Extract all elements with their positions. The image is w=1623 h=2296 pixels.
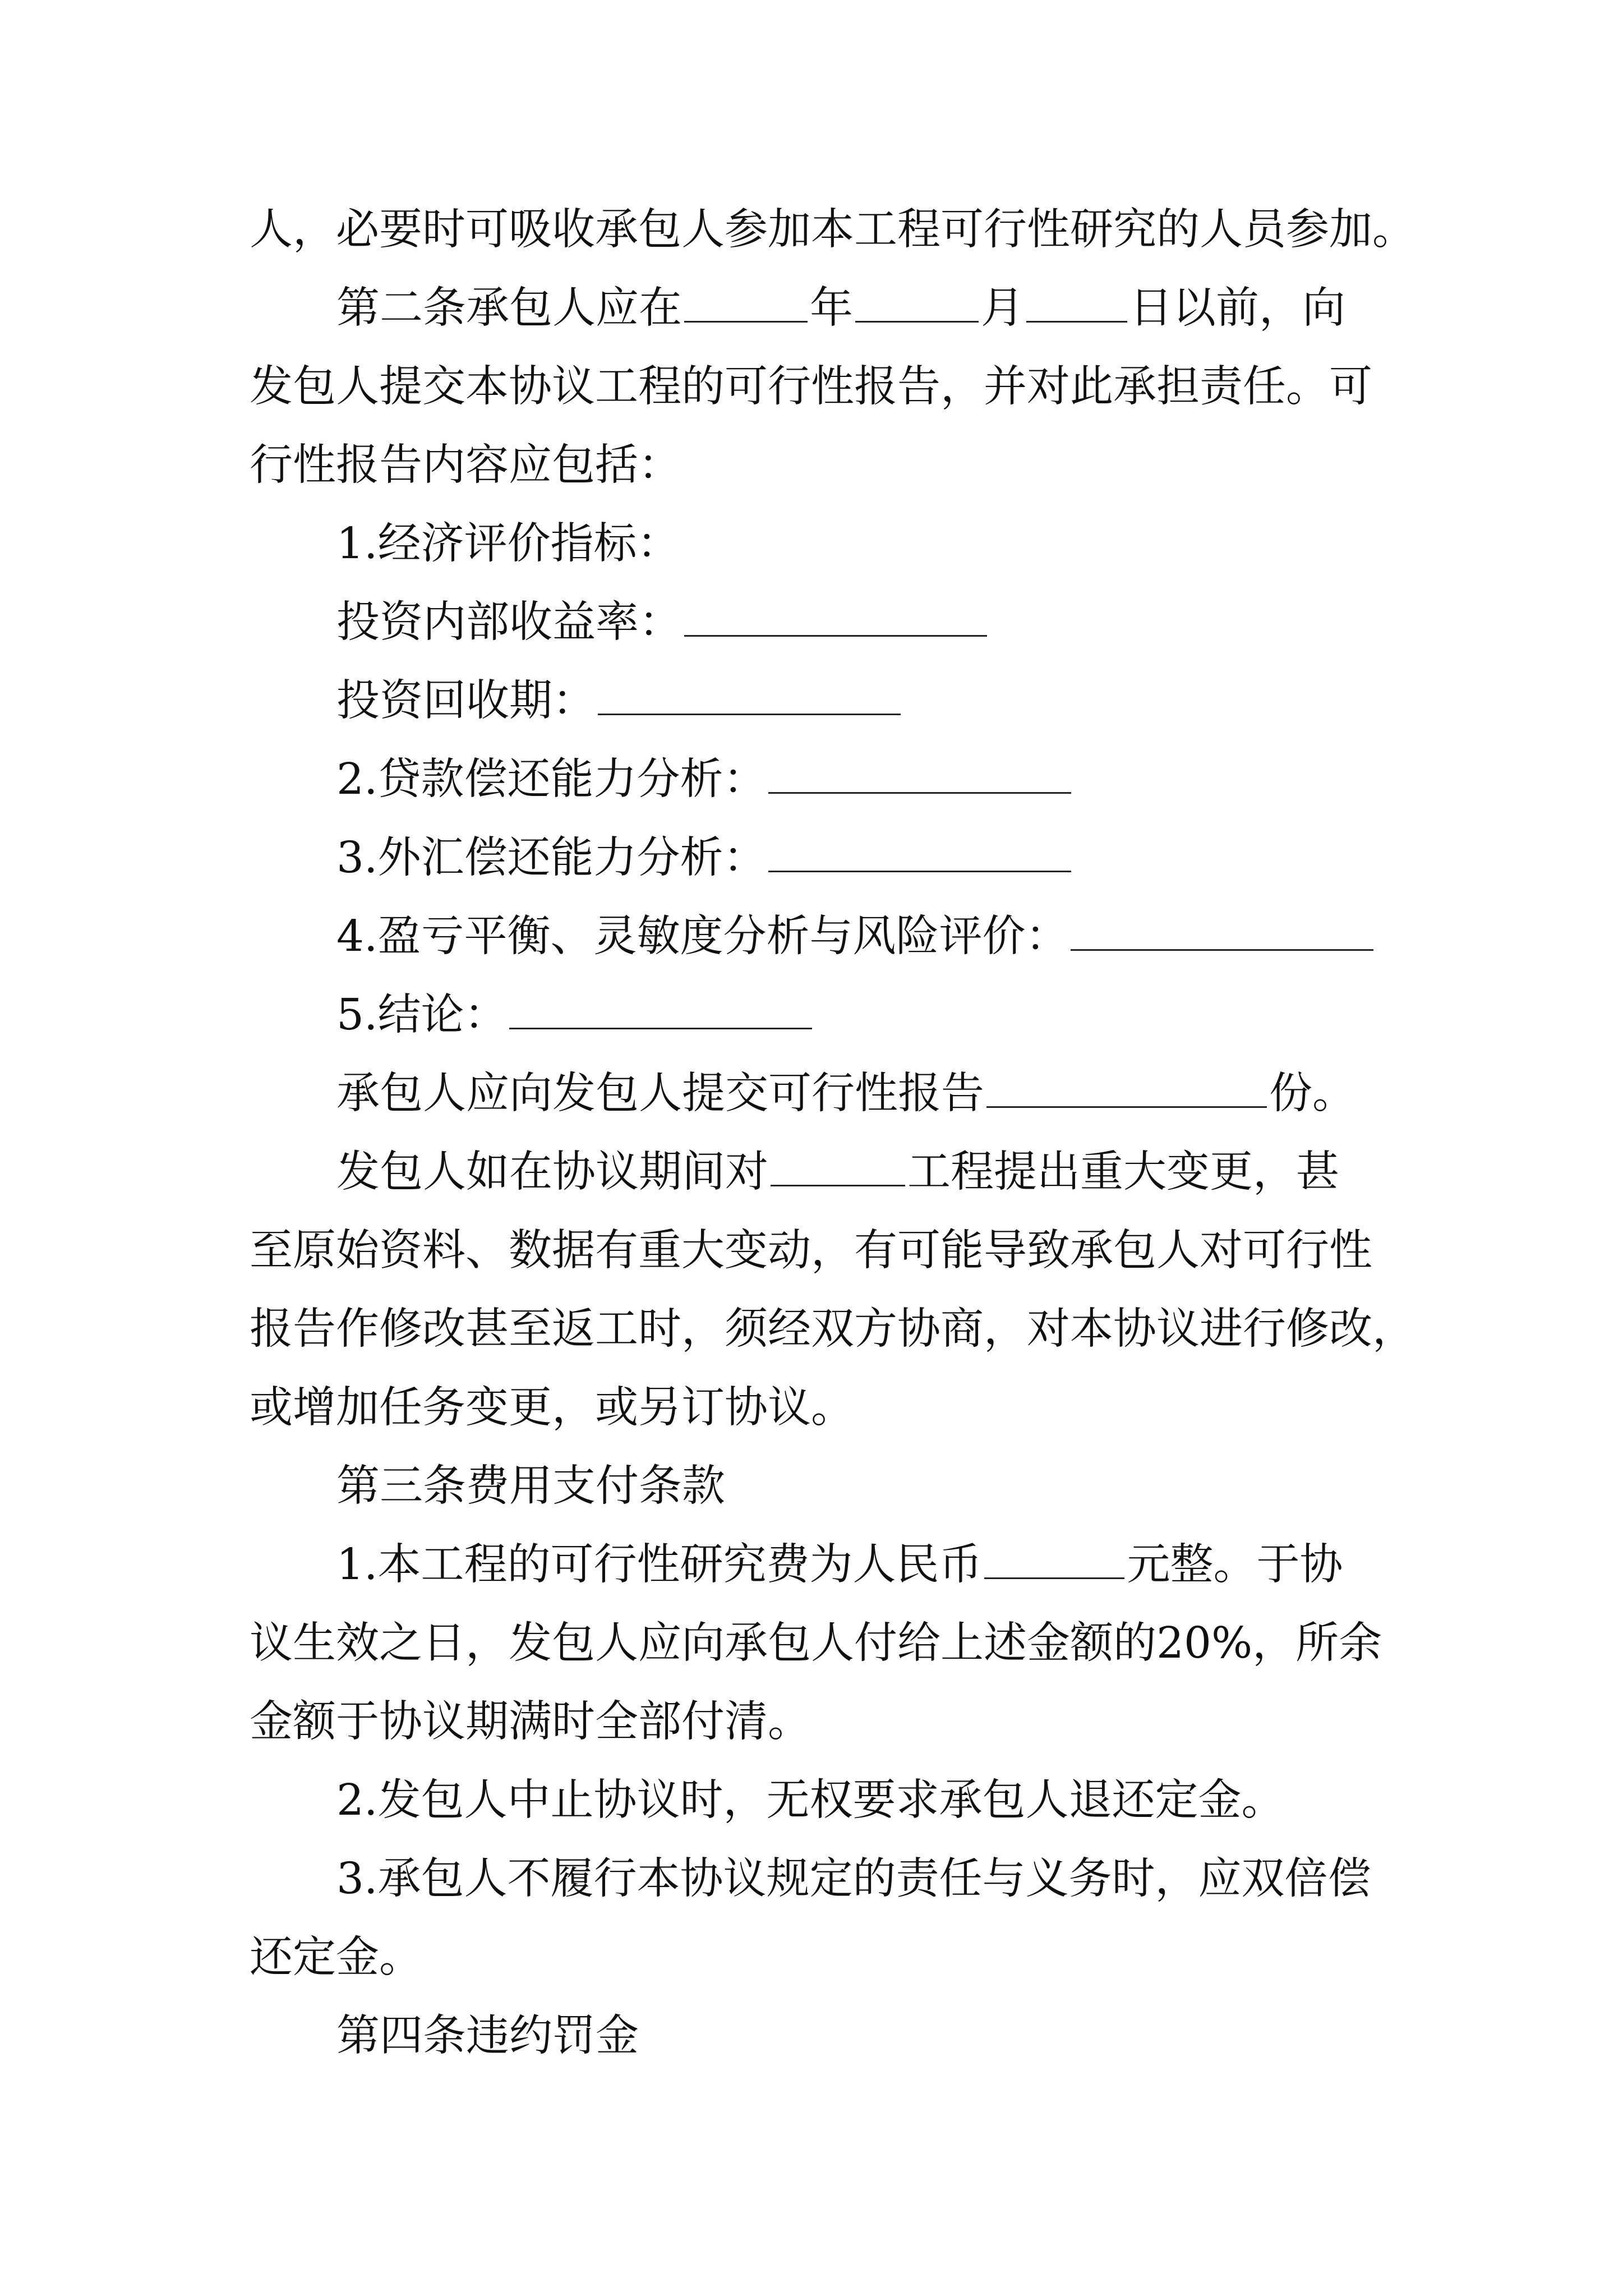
fill-blank-project[interactable]: [771, 1145, 905, 1186]
text-line: 第二条承包人应在 年 月 日以前，向: [336, 280, 1623, 337]
text-line: 5.结论：: [336, 987, 1623, 1043]
text-line: 2.发包人中止协议时，无权要求承包人退还定金。: [336, 1775, 1285, 1825]
text-line: 还定金。: [250, 1932, 422, 1982]
fill-blank-payback[interactable]: [598, 674, 901, 715]
text-line: 投资内部收益率：: [336, 595, 1623, 651]
fill-blank-conclusion[interactable]: [509, 988, 812, 1029]
section-heading: 第四条违约罚金: [336, 2011, 639, 2061]
text-line: 议生效之日，发包人应向承包人付给上述金额的20%，所余: [250, 1618, 1382, 1668]
fill-blank-copies[interactable]: [986, 1067, 1267, 1108]
fill-blank-irr[interactable]: [684, 596, 987, 637]
text-line: 3.承包人不履行本协议规定的责任与义务时，应双倍偿: [336, 1854, 1371, 1904]
text-line: 1.本工程的可行性研究费为人民币 元整。于协: [336, 1537, 1623, 1593]
fill-blank-fee[interactable]: [984, 1538, 1124, 1579]
fill-blank-forex[interactable]: [768, 831, 1071, 872]
text-line: 2.贷款偿还能力分析：: [336, 752, 1623, 808]
text-line: 行性报告内容应包括：: [250, 440, 681, 490]
text-line: 承包人应向发包人提交可行性报告 份。: [336, 1066, 1623, 1122]
fill-blank-loan[interactable]: [768, 753, 1071, 794]
text-line: 人，必要时可吸收承包人参加本工程可行性研究的人员参加。: [250, 205, 1415, 255]
text-line: 1.经济评价指标：: [336, 519, 680, 569]
fill-blank-month[interactable]: [855, 282, 979, 323]
text-line: 或增加任务变更，或另订协议。: [250, 1383, 854, 1433]
text-line: 3.外汇偿还能力分析：: [336, 830, 1623, 886]
text-line: 金额于协议期满时全部付清。: [250, 1697, 811, 1747]
section-heading: 第三条费用支付条款: [336, 1461, 725, 1511]
fill-blank-year[interactable]: [684, 282, 808, 323]
text-line: 至原始资料、数据有重大变动，有可能导致承包人对可行性: [250, 1226, 1372, 1276]
text-line: 发包人如在协议期间对 工程提出重大变更，甚: [336, 1144, 1623, 1200]
text-line: 报告作修改甚至返工时，须经双方协商，对本协议进行修改，: [250, 1304, 1415, 1354]
fill-blank-risk[interactable]: [1071, 910, 1373, 951]
text-line: 4.盈亏平衡、灵敏度分析与风险评价：: [336, 909, 1623, 965]
text-line: 发包人提交本协议工程的可行性报告，并对此承担责任。可: [250, 362, 1372, 412]
text-line: 投资回收期：: [336, 673, 1623, 729]
fill-blank-day[interactable]: [1026, 282, 1127, 323]
